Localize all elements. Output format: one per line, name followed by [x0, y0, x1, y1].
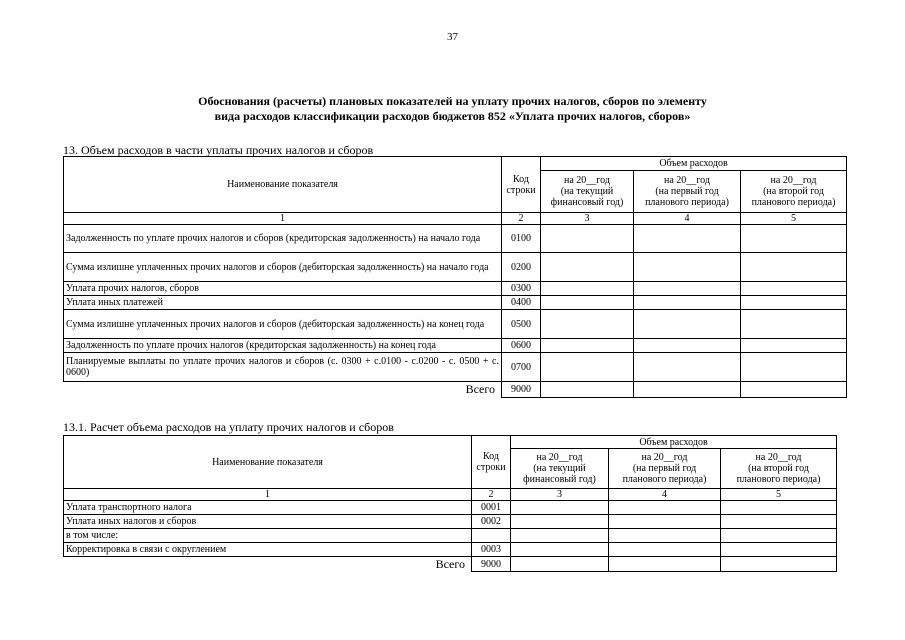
table-row	[64, 282, 847, 296]
value-cell[interactable]	[541, 253, 634, 282]
header-col-current-line-3: финансовый год)	[550, 197, 624, 208]
row-code	[472, 529, 511, 543]
value-cell[interactable]	[541, 382, 634, 398]
value-cell[interactable]	[741, 225, 847, 253]
header-col-current-line-2: (на текущий	[560, 186, 614, 197]
header-col-current-line-1: на 20__год	[564, 175, 610, 186]
row-name: Корректировка в связи с округлением	[64, 543, 472, 557]
header-code-text: Код строки	[506, 173, 536, 196]
value-cell[interactable]	[541, 310, 634, 339]
row-code: 0002	[472, 515, 511, 529]
section-13-table	[63, 156, 847, 398]
column-number: 5	[741, 213, 847, 225]
value-cell[interactable]	[634, 253, 741, 282]
value-cell[interactable]	[741, 353, 847, 382]
row-name: Планируемые выплаты по уплате прочих налогов и сборов (с. 0300 + с.0100 - с.0200 - с. 0500 + с. 0600)	[64, 353, 502, 382]
table-row	[64, 225, 847, 253]
value-cell[interactable]	[541, 339, 634, 353]
value-cell[interactable]	[541, 225, 634, 253]
document-title-line-1: Обоснования (расчеты) плановых показателей на уплату прочих налогов, сборов по элементу	[198, 94, 707, 108]
total-label: Всего	[64, 557, 472, 572]
header-col-first-line-1: на 20__год	[664, 175, 710, 186]
value-cell[interactable]	[511, 515, 609, 529]
value-cell[interactable]	[634, 282, 741, 296]
header-name: Наименование показателя	[64, 436, 472, 489]
value-cell[interactable]	[511, 529, 609, 543]
header-name: Наименование показателя	[64, 157, 502, 213]
header-col-current-line-1: на 20__год	[536, 452, 583, 463]
table-row	[64, 529, 837, 543]
row-name: Сумма излишне уплаченных прочих налогов и сборов (дебиторская задолженность) на начало года	[64, 253, 502, 282]
row-name: в том числе:	[64, 529, 472, 543]
value-cell[interactable]	[741, 382, 847, 398]
header-col-second-line-3: планового периода)	[736, 474, 821, 485]
header-col-first-line-3: планового периода)	[622, 474, 707, 485]
column-number: 1	[64, 213, 502, 225]
row-name: Уплата иных платежей	[64, 296, 502, 310]
value-cell[interactable]	[634, 310, 741, 339]
value-cell[interactable]	[634, 339, 741, 353]
header-col-second-line-2: (на второй год	[748, 463, 809, 474]
value-cell[interactable]	[741, 339, 847, 353]
column-numbers-row	[64, 489, 837, 501]
total-label: Всего	[64, 382, 502, 398]
row-code: 0600	[502, 339, 541, 353]
value-cell[interactable]	[634, 296, 741, 310]
header-col-current	[511, 449, 609, 489]
value-cell[interactable]	[741, 253, 847, 282]
header-col-first-line-2: (на первый год	[655, 186, 719, 197]
value-cell[interactable]	[741, 310, 847, 339]
value-cell[interactable]	[609, 543, 721, 557]
value-cell[interactable]	[511, 557, 609, 572]
table-row	[64, 339, 847, 353]
row-name: Уплата прочих налогов, сборов	[64, 282, 502, 296]
document-title-line-2: вида расходов классификации расходов бюджетов 852 «Уплата прочих налогов, сборов»	[214, 109, 691, 123]
column-number: 3	[541, 213, 634, 225]
column-number: 2	[472, 489, 511, 501]
value-cell[interactable]	[634, 353, 741, 382]
table-row	[64, 296, 847, 310]
row-name: Задолженность по уплате прочих налогов (кредиторская задолженность) на конец года	[64, 339, 502, 353]
header-col-second-line-2: (на второй год	[763, 186, 824, 197]
value-cell[interactable]	[609, 557, 721, 572]
row-code: 0300	[502, 282, 541, 296]
header-col-first-line-3: планового периода)	[645, 197, 729, 208]
row-code: 0001	[472, 501, 511, 515]
header-col-second	[741, 171, 847, 213]
header-col-second	[721, 449, 837, 489]
row-name: Уплата иных налогов и сборов	[64, 515, 472, 529]
row-code: 0003	[472, 543, 511, 557]
table-row	[64, 353, 847, 382]
table-row	[64, 543, 837, 557]
section-13-1-table	[63, 435, 837, 572]
total-row	[64, 557, 837, 572]
value-cell[interactable]	[721, 515, 837, 529]
value-cell[interactable]	[634, 225, 741, 253]
header-col-second-line-3: планового периода)	[751, 197, 836, 208]
header-col-first-line-2: (на первый год	[632, 463, 697, 474]
value-cell[interactable]	[511, 543, 609, 557]
row-name: Уплата транспортного налога	[64, 501, 472, 515]
header-col-first	[609, 449, 721, 489]
header-volume: Объем расходов	[541, 157, 847, 171]
value-cell[interactable]	[609, 501, 721, 515]
table-row	[64, 501, 837, 515]
header-col-second-line-1: на 20__год	[755, 452, 802, 463]
row-code: 0500	[502, 310, 541, 339]
table-row	[64, 310, 847, 339]
value-cell[interactable]	[609, 515, 721, 529]
header-col-first-line-1: на 20__год	[641, 452, 688, 463]
value-cell[interactable]	[634, 382, 741, 398]
column-number: 3	[511, 489, 609, 501]
section-13-title: 13. Объем расходов в части уплаты прочих налогов и сборов	[63, 143, 374, 157]
value-cell[interactable]	[541, 353, 634, 382]
value-cell[interactable]	[541, 296, 634, 310]
header-col-second-line-1: на 20__год	[770, 175, 817, 186]
header-code	[472, 436, 511, 489]
value-cell[interactable]	[511, 501, 609, 515]
value-cell[interactable]	[609, 529, 721, 543]
page-number: 37	[447, 31, 458, 43]
value-cell[interactable]	[721, 543, 837, 557]
header-col-current-line-2: (на текущий	[533, 463, 586, 474]
column-numbers-row	[64, 213, 847, 225]
row-name: Сумма излишне уплаченных прочих налогов и сборов (дебиторская задолженность) на конец года	[64, 310, 502, 339]
row-code: 0100	[502, 225, 541, 253]
value-cell[interactable]	[721, 557, 837, 572]
total-code: 9000	[502, 382, 541, 398]
header-col-first	[634, 171, 741, 213]
header-code-text: Код строки	[476, 451, 506, 473]
column-number: 4	[609, 489, 721, 501]
row-name: Задолженность по уплате прочих налогов и сборов (кредиторская задолженность) на начало года	[64, 225, 502, 253]
header-code	[502, 157, 541, 213]
column-number: 4	[634, 213, 741, 225]
header-volume: Объем расходов	[511, 436, 837, 449]
total-row	[64, 382, 847, 398]
value-cell[interactable]	[741, 282, 847, 296]
value-cell[interactable]	[541, 282, 634, 296]
row-code: 0400	[502, 296, 541, 310]
table-row	[64, 515, 837, 529]
value-cell[interactable]	[721, 501, 837, 515]
total-code: 9000	[472, 557, 511, 572]
table-row	[64, 253, 847, 282]
value-cell[interactable]	[721, 529, 837, 543]
value-cell[interactable]	[741, 296, 847, 310]
row-code: 0700	[502, 353, 541, 382]
column-number: 5	[721, 489, 837, 501]
row-code: 0200	[502, 253, 541, 282]
column-number: 2	[502, 213, 541, 225]
column-number: 1	[64, 489, 472, 501]
section-13-1-title: 13.1. Расчет объема расходов на уплату прочих налогов и сборов	[63, 420, 394, 434]
document-title	[0, 94, 905, 124]
header-col-current-line-3: финансовый год)	[523, 474, 596, 485]
header-col-current	[541, 171, 634, 213]
